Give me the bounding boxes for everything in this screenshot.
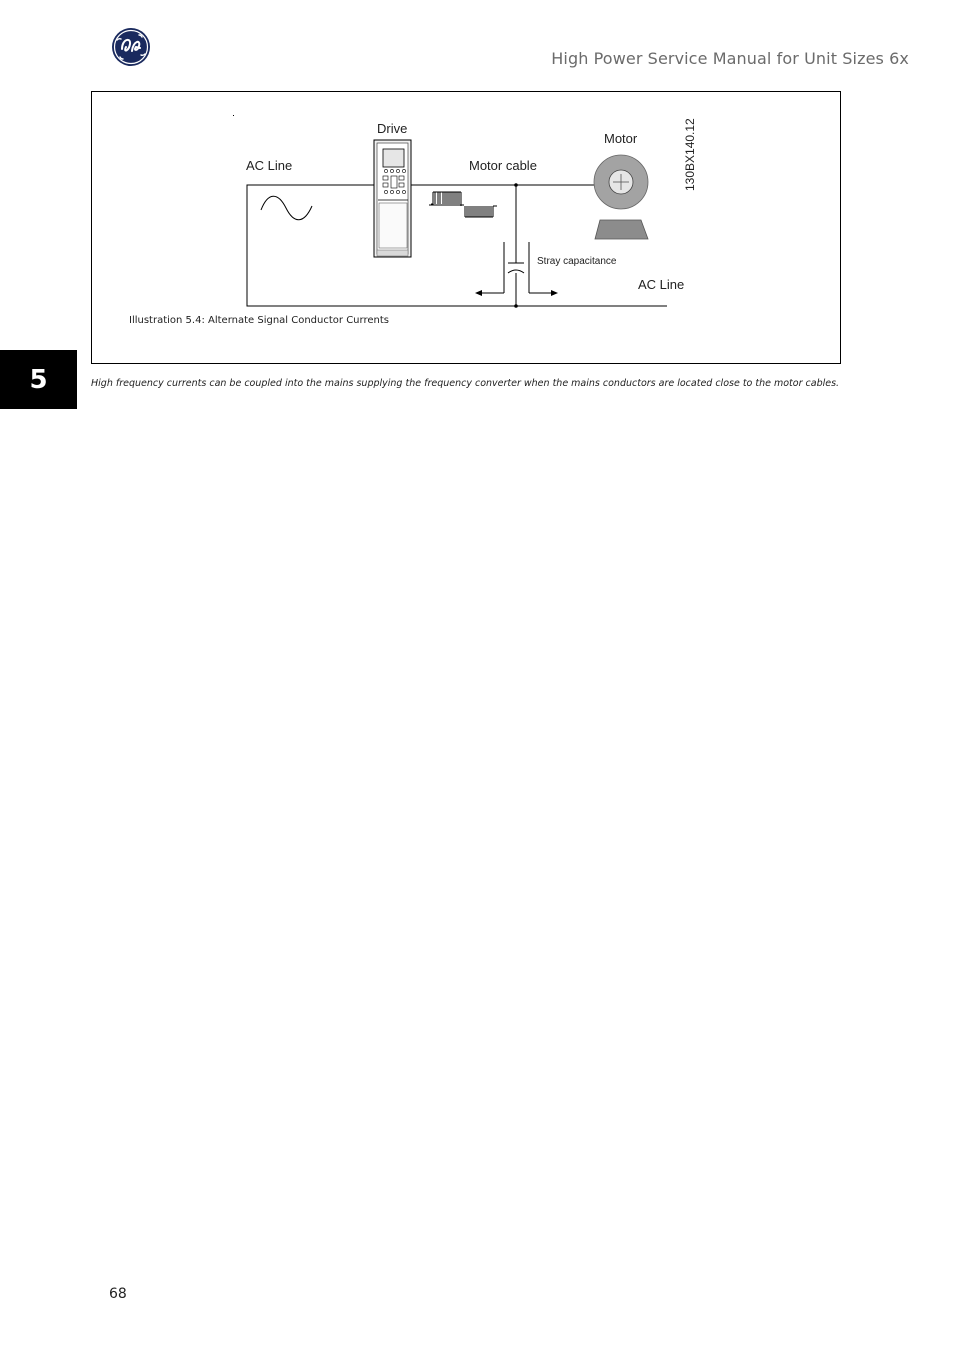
motor-cable-label: Motor cable bbox=[469, 158, 537, 173]
sine-wave-icon bbox=[261, 196, 312, 220]
stray-capacitance-label: Stray capacitance bbox=[537, 256, 617, 267]
page-header-title: High Power Service Manual for Unit Sizes 6x bbox=[551, 49, 909, 68]
page-number: 68 bbox=[109, 1286, 127, 1302]
ac-line-top-label: AC Line bbox=[246, 158, 293, 173]
figure-caption: Illustration 5.4: Alternate Signal Conductor Currents bbox=[129, 315, 389, 326]
pwm-pulse-icon bbox=[429, 192, 497, 217]
drive-label: Drive bbox=[377, 121, 408, 136]
body-paragraph: High frequency currents can be coupled into the mains supplying the frequency converter when the mains conductors are located close to the motor cables. bbox=[91, 378, 840, 389]
chapter-tab: 5 bbox=[0, 350, 77, 409]
figure-id-label: 130BX140.12 bbox=[683, 118, 697, 191]
motor-label: Motor bbox=[604, 131, 638, 146]
ac-line-bottom-label: AC Line bbox=[638, 277, 685, 292]
figure-illustration bbox=[91, 91, 841, 364]
motor-icon bbox=[594, 155, 648, 239]
ge-logo-icon bbox=[111, 27, 151, 67]
drive-unit-icon bbox=[374, 140, 411, 257]
